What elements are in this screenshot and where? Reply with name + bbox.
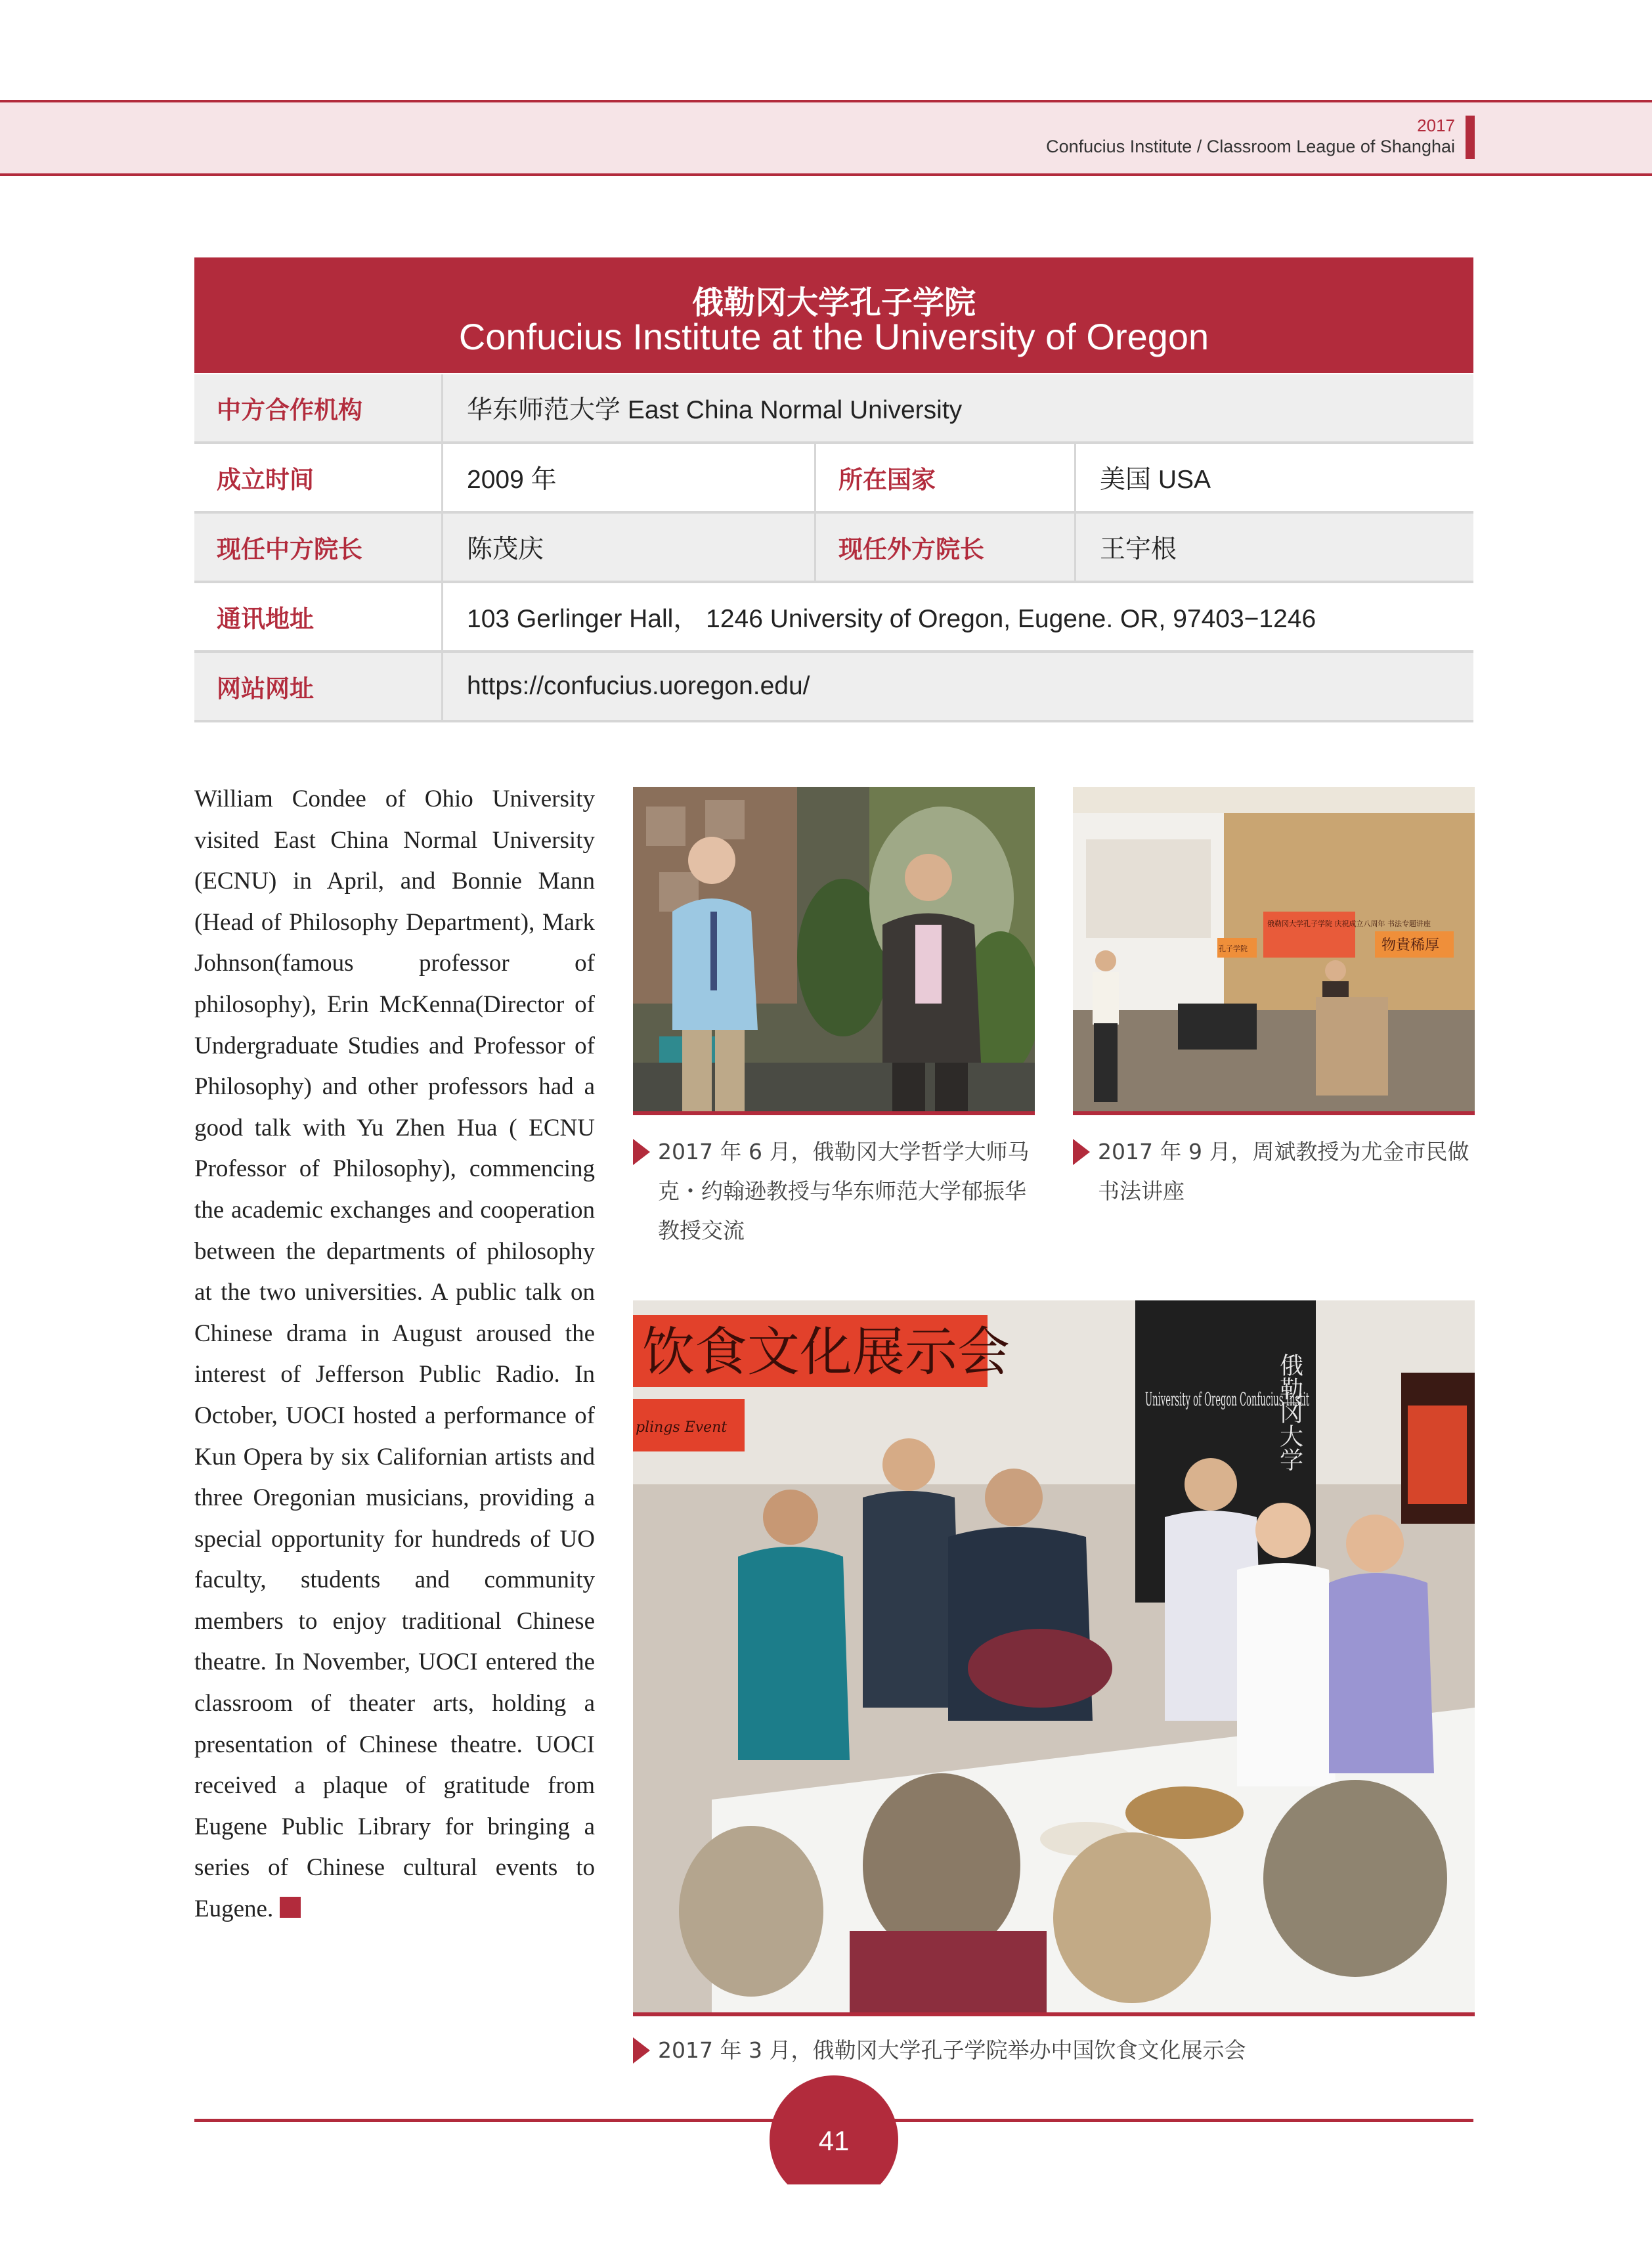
partner-label: 中方合作机构 (217, 396, 362, 424)
address-label: 通讯地址 (217, 605, 314, 633)
photo-exhibition-illustration (633, 1300, 1475, 2016)
website-link[interactable]: https://confucius.uoregon.edu/ (441, 653, 1473, 720)
country-value: 美国 USA (1074, 444, 1473, 511)
foreign-director-label: 现任外方院长 (814, 514, 1074, 581)
poster-chinese-text: 俄勒冈大学 (1276, 1353, 1303, 1471)
end-mark-icon (280, 1897, 301, 1918)
info-row-directors (194, 514, 1473, 583)
poster-english-text: University of Oregon Confucius Instit (1145, 1388, 1310, 1410)
photo-calligraphy-lecture (1073, 787, 1475, 1115)
caption-photo-2: 2017 年 9 月，周斌教授为尤金市民做书法讲座 (1098, 1139, 1469, 1204)
photo-food-culture-exhibition (633, 1300, 1475, 2016)
institute-title-chinese: 俄勒冈大学孔子学院 (691, 284, 976, 321)
photo-professors-illustration (633, 787, 1035, 1115)
country-label: 所在国家 (814, 444, 1074, 511)
info-row-address (194, 583, 1473, 653)
info-row-website (194, 653, 1473, 722)
partner-value: 华东师范大学 East China Normal University (441, 374, 1473, 441)
info-row-partner (194, 374, 1473, 444)
footer-mask (0, 2184, 1652, 2258)
caption-arrow-icon (633, 2037, 650, 2064)
cn-director-value: 陈茂庆 (441, 514, 814, 581)
address-value: 103 Gerlinger Hall， 1246 University of Oregon, Eugene. OR, 97403−1246 (441, 583, 1473, 650)
caption-arrow-icon (633, 1139, 650, 1165)
caption-photo-1: 2017 年 6 月，俄勒冈大学哲学大师马克・约翰逊教授与华东师范大学郁振华教授交流 (658, 1139, 1030, 1243)
photo-lecture-illustration (1073, 787, 1475, 1115)
header-league-title: Confucius Institute / Classroom League of Shanghai (1046, 137, 1455, 156)
header-year: 2017 (1417, 116, 1455, 135)
header-accent-bar (1466, 116, 1475, 159)
slide-calligraphy-text: 物貴稀厚 (1381, 937, 1440, 954)
info-row-founded-country (194, 444, 1473, 514)
institute-title-block (194, 257, 1473, 373)
website-label: 网站网址 (217, 675, 314, 703)
photo-professors-talking (633, 787, 1035, 1115)
founded-label: 成立时间 (217, 466, 314, 494)
founded-value: 2009 年 (441, 444, 814, 511)
info-table (194, 374, 1473, 722)
body-text (194, 779, 595, 1930)
cn-director-label: 现任中方院长 (217, 535, 362, 564)
slide-left-sign: 孔子学院 (1219, 944, 1248, 953)
page-number: 41 (818, 2125, 850, 2156)
caption-arrow-icon (1073, 1139, 1090, 1165)
banner-food-culture-text: 饮食文化展示会 (642, 1321, 1010, 1383)
caption-photo-3: 2017 年 3 月，俄勒冈大学孔子学院举办中国饮食文化展示会 (658, 2037, 1246, 2063)
banner-dumplings-text: plings Event (636, 1419, 728, 1436)
foreign-director-value: 王宇根 (1074, 514, 1473, 581)
body-paragraph: William Condee of Ohio University visited East China Normal University (ECNU) in April, and Bonnie Mann (Head of Philosophy Department), Mark Johnson(famous professor of philosophy), Erin McKenna(Director of Undergraduate Studies and Professor of Philosophy) and other professors had a good talk with Yu Zhen Hua ( ECNU Professor of Philosophy), commencing the academic exchanges and cooperation between the departments of philosophy at the two universities. A public talk on Chinese drama in August aroused the interest of Jefferson Public Radio. In October, UOCI hosted a performance of Kun Opera by six Californian artists and three Oregonian musicians, providing a special opportunity for hundreds of UO faculty, students and community members to enjoy traditional Chinese theatre. In November, UOCI entered the classroom of theater arts, holding a presentation of Chinese theatre. UOCI received a plaque of gratitude from Eugene Public Library for bringing a series of Chinese cultural events to Eugene. (194, 786, 595, 1923)
slide-banner-text: 俄勒冈大学孔子学院 庆祝成立八周年 书法专题讲座 (1267, 919, 1431, 928)
institute-title-english: Confucius Institute at the University of Oregon (458, 316, 1209, 357)
